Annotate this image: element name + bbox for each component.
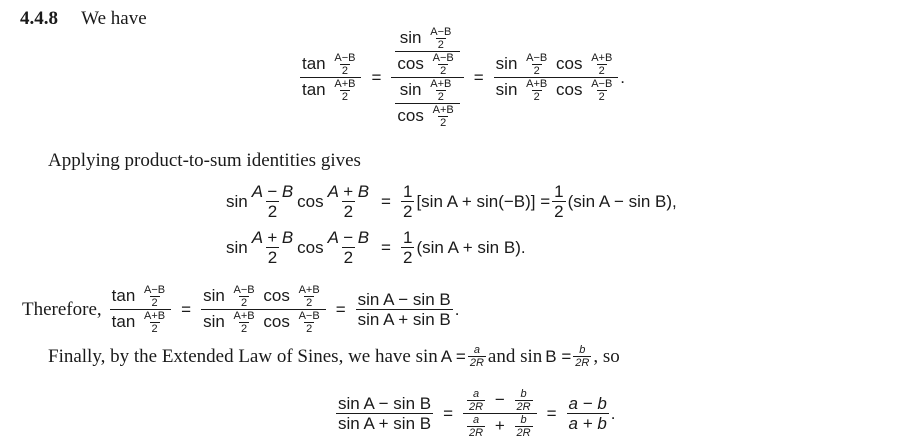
section-intro: We have xyxy=(81,8,147,29)
equation-product-to-sum-line1: sin $\frac{A - B}{2}$ cos $\frac{A + B}{2}$ = $\frac{1}{2}$ [sin A + sin(−B)] = $\frac{1}{2}$ (sin A − sin B), xyxy=(226,182,677,221)
equation-tan-ratio: tan $\frac{A-B}{2}$ tan $\frac{A+B}{2}$ = sin $\frac{A-B}{2}$ cos $\frac{A-B}{2}$ sin $\frac{A+B}{2}$ cos $\frac{A+B}{2}$ = sin $\frac{A-B}{2}$ cos $\frac{A+B}{2}$ sin $\frac{A+B}{2}$ cos $\frac{A-B}{2}$ . xyxy=(302,26,626,129)
paragraph-product-to-sum: Applying product-to-sum identities gives xyxy=(48,150,361,171)
section-number: 4.4.8 xyxy=(20,8,58,29)
therefore-middle: sin $\frac{A-B}{2}$ cos $\frac{A+B}{2}$ sin $\frac{A+B}{2}$ cos $\frac{A-B}{2}$ xyxy=(201,284,326,335)
final-lhs: $\frac{\text{sin A − sin B}}{\text{sin A + sin B}}$ xyxy=(338,394,432,433)
final-middle: $\frac{a}{2R}$ − $\frac{b}{2R}$ $\frac{a}{2R}$ + $\frac{b}{2R}$ xyxy=(463,388,537,439)
tan-ratio-rhs: sin $\frac{A-B}{2}$ cos $\frac{A+B}{2}$ sin $\frac{A+B}{2}$ cos $\frac{A-B}{2}$ xyxy=(494,52,619,103)
tan-ratio-compound: sin $\frac{A-B}{2}$ cos $\frac{A-B}{2}$ sin $\frac{A+B}{2}$ cos $\frac{A+B}{2}$ xyxy=(391,26,463,129)
final-rhs: $\frac{a - b}{a + b}$ xyxy=(568,394,607,433)
therefore-rhs: $\frac{\text{sin A − sin B}}{\text{sin A + sin B}}$ xyxy=(357,290,451,329)
tan-ratio-lhs: tan $\frac{A-B}{2}$ tan $\frac{A+B}{2}$ xyxy=(300,52,361,103)
therefore-lhs: tan $\frac{A-B}{2}$ tan $\frac{A+B}{2}$ xyxy=(110,284,171,335)
equation-final: $\frac{\text{sin A − sin B}}{\text{sin A + sin B}}$ = $\frac{a}{2R}$ − $\frac{b}{2R}$ $\frac{a}{2R}$ + $\frac{b}{2R}$ = $\frac{a - b}{a + b}$ . xyxy=(338,388,616,439)
therefore-label: Therefore, xyxy=(22,298,102,320)
equation-product-to-sum-line2: sin $\frac{A + B}{2}$ cos $\frac{A - B}{2}$ = $\frac{1}{2}$ (sin A + sin B). xyxy=(226,228,526,267)
equation-therefore: Therefore, tan $\frac{A-B}{2}$ tan $\frac{A+B}{2}$ = sin $\frac{A-B}{2}$ cos $\frac{A+B}{2}$ sin $\frac{A+B}{2}$ cos $\frac{A-B}{2}$ = $\frac{\text{sin A − sin B}}{\text{sin A + sin B}}$ . xyxy=(22,284,460,335)
section-header xyxy=(20,8,147,30)
paragraph-finally: Finally, by the Extended Law of Sines, we have sin A = $\frac{a}{2R}$ and sin B = $\frac{b}{2R}$ , so xyxy=(48,344,620,369)
